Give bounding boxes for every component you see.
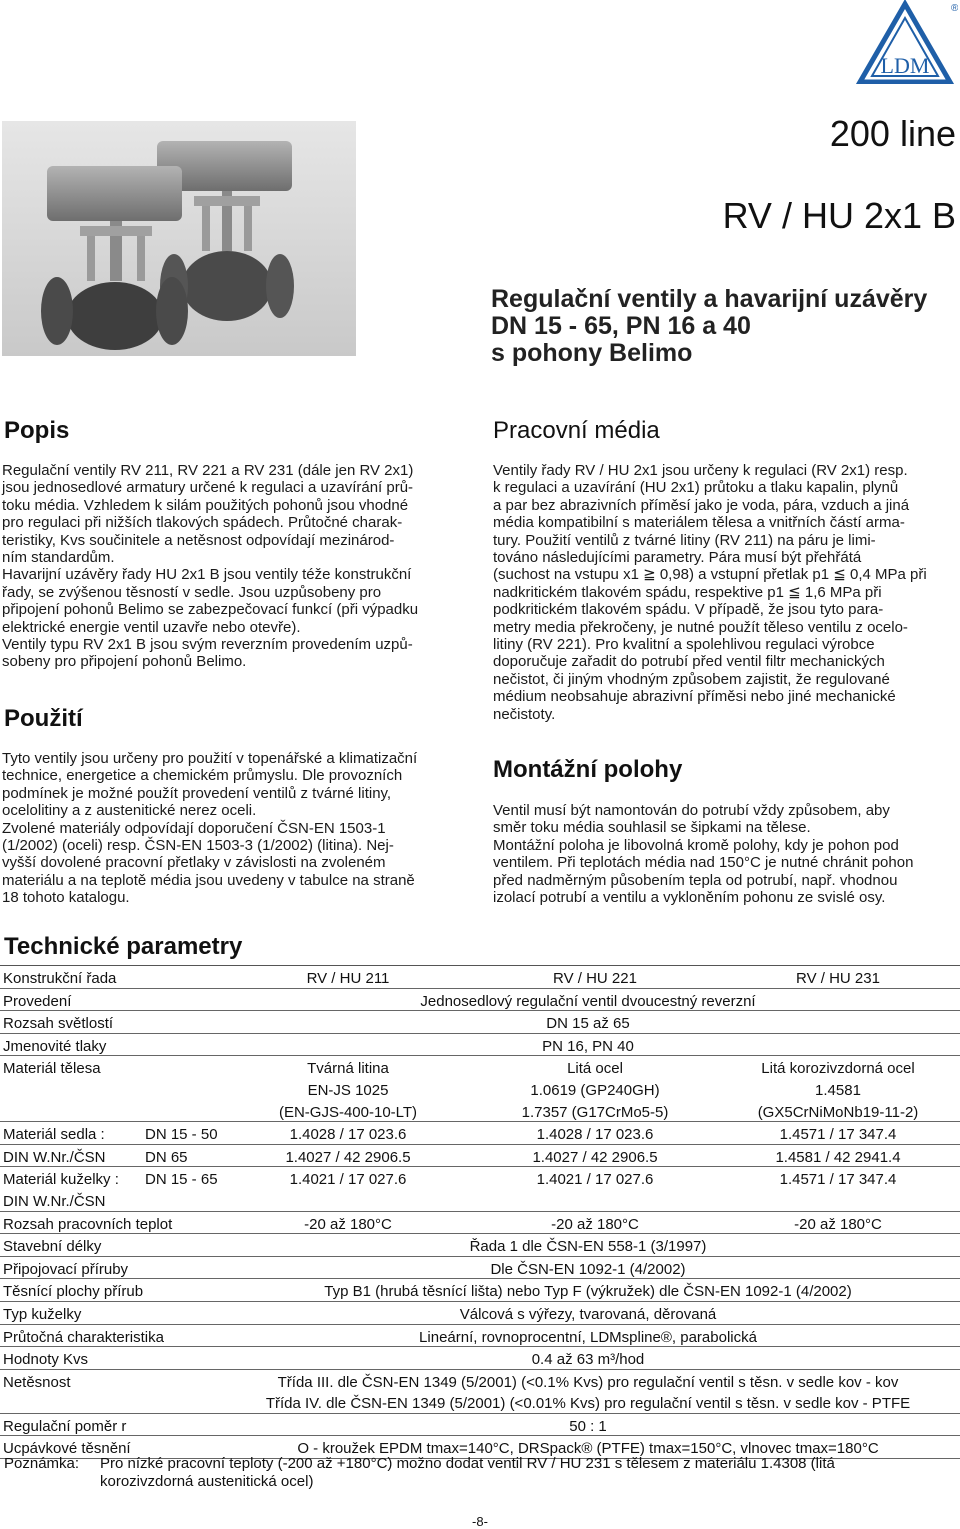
row-label: Konstrukční řada [3,970,117,987]
text-line: litiny (RV 221). Pro kvalitní a spolehlivou regulaci výrobce [493,636,875,654]
row-value-c3: 1.4571 / 17 347.4 [779,1126,897,1144]
text-line: doporučuje zařadit do potrubí před ventil filtr mechanických [493,653,885,671]
row-label: Hodnoty Kvs [3,1351,89,1369]
text-line: média kompatibilní s materiálem tělesa a vnitřních částí arma- [493,514,905,532]
row-value: Typ B1 (hrubá těsnící lišta) nebo Typ F (výkružek) dle ČSN-EN 1092-1 (4/2002) [324,1283,852,1301]
row-value-c3: RV / HU 231 [796,970,880,987]
text-line: ventilem. Při teplotách média nad 150°C je nutné chránit pohon [493,854,914,872]
table-row [0,1212,960,1235]
row-value: Válcová s výřezy, tvarovaná, děrovaná [459,1305,717,1323]
heading-popis: Popis [4,417,70,444]
table-row [0,1167,960,1211]
table-row [0,1302,960,1325]
subtitle-line: Regulační ventily a havarijní uzávěry [491,285,928,313]
product-model: RV / HU 2x1 B [722,195,956,236]
text-line: ocelolitiny a z austenitické nerez oceli. [2,802,257,820]
table-row [0,1279,960,1302]
table-row [0,1257,960,1280]
row-label: Těsnící plochy přírub [3,1283,144,1301]
ldm-logo-graphic [852,0,958,84]
row-dn: DN 65 [145,1148,188,1166]
pouziti-text [2,750,468,907]
text-line: k regulaci a uzavírání (HU 2x1) průtoku a tlaku kapalin, plynů [493,479,899,497]
text-line: nadkritickém tlakovém spádu, respektive p1 ≦ 1,6 MPa při [493,583,882,601]
heading-montazni-polohy: Montážní polohy [493,756,683,783]
table-row [0,989,960,1012]
row-value: Třída III. dle ČSN-EN 1349 (5/2001) (<0.1% Kvs) pro regulační ventil s těsn. v sedle kov - kov Třída IV. dle ČSN-EN 1349 (5/2001) (<0.01% Kvs) pro regulační ventil s těsn. v sedle kov - PTFE [265,1373,911,1413]
popis-text [2,462,468,671]
row-label: Rozsah světlostí [3,1015,114,1033]
row-value-c2: -20 až 180°C [551,1215,639,1233]
heading-pouziti: Použití [4,705,83,732]
text-line: Ventil musí být namontován do potrubí vždy způsobem, aby [493,802,890,819]
logo-registered: ® [951,3,958,14]
table-row [0,1414,960,1437]
text-line: teristiky, Kvs součinitele a netěsnost odpovídají mezinárod- [2,531,395,549]
row-value: O - kroužek EPDM tmax=140°C, DRSpack® (PTFE) tmax=150°C, vlnovec tmax=180°C [297,1440,879,1458]
table-row [0,1011,960,1034]
row-value-c2: 1.4021 / 17 027.6 [536,1171,654,1189]
text-line: Tyto ventily jsou určeny pro použití v topenářské a klimatizační [2,750,418,767]
row-label: Regulační poměr r [3,1417,127,1435]
text-line: vyšší dovolené pracovní přetlaky v závislosti na zvoleném [2,854,386,872]
row-label: Průtočná charakteristika [3,1328,164,1346]
text-line: ním standardům. [2,549,115,567]
table-row [0,1370,960,1414]
row-label: Provedení [3,992,72,1010]
table-row [0,1234,960,1257]
row-label: Materiál sedla : [3,1126,105,1144]
product-subtitle [491,286,927,367]
row-label: Typ kuželky [3,1305,82,1323]
row-value: 0.4 až 63 m³/hod [531,1351,645,1369]
row-value-c1: RV / HU 211 [306,970,390,987]
row-value-c3: 1.4571 / 17 347.4 [779,1171,897,1189]
subtitle-line: s pohony Belimo [491,339,693,367]
row-dn: DN 15 - 65 [145,1171,218,1189]
heading-technicke-parametry: Technické parametry [4,933,243,960]
text-line: (1/2002) (oceli) resp. ČSN-EN 1503-3 (1/2002) (litina). Nej- [2,837,394,855]
table-row [0,966,960,989]
note-line: korozivzdorná austenitická ocel) [100,1473,314,1490]
row-value-c2: 1.4028 / 17 023.6 [536,1126,654,1144]
text-line: (suchost na vstupu x1 ≧ 0,98) a vstupní přetlak p1 ≦ 0,4 MPa při [493,566,927,584]
text-line: metry media překročeny, je nutné použít těleso ventilu z ocelo- [493,618,908,636]
pracovni-media-text [493,462,957,723]
text-line: Ventily typu RV 2x1 B jsou svým reverzním provedením uzpů- [2,636,413,654]
table-row [0,1034,960,1057]
text-line: nečistot, či jiným vhodným způsobem zajistit, že regulované [493,670,890,688]
note-label: Poznámka: [4,1455,80,1472]
row-value-c1: 1.4028 / 17 023.6 [289,1126,407,1144]
text-line: médium neobsahuje abrazivní příměsi nebo jiné mechanické [493,688,896,706]
text-line: pro regulaci při nižších tlakových spádech. Průtočné charak- [2,514,403,532]
text-line: toku média. Vzhledem k silám použitých pohonů jsou vhodné [2,496,409,514]
row-value: Dle ČSN-EN 1092-1 (4/2002) [490,1260,686,1278]
text-line: nečistoty. [493,705,556,723]
text-line: připojení pohonů Belimo se zabezpečovací funkcí (při výpadku [2,601,419,619]
row-value-c3: Litá korozivzdorná ocel 1.4581 (GX5CrNiMoNb19-11-2) [757,1060,919,1121]
row-label: DIN W.Nr./ČSN [3,1148,106,1166]
text-line: Regulační ventily RV 211, RV 221 a RV 231 (dále jen RV 2x1) [2,462,414,479]
row-label: Rozsah pracovních teplot [3,1215,173,1233]
product-series: 200 line [829,113,956,154]
row-label: Ucpávkové těsnění [3,1440,131,1458]
row-label: Netěsnost [3,1373,71,1391]
text-line: technice, energetice a chemickém průmyslu. Dle provozních [2,767,403,785]
text-line: Montážní poloha je libovolná kromě polohy, kdy je pohon pod [493,836,899,854]
row-dn: DN 15 - 50 [145,1126,218,1144]
technical-parameters-table [0,965,960,1459]
ldm-logo [852,0,958,84]
text-line: Zvolené materiály odpovídají doporučení ČSN-EN 1503-1 [2,819,386,837]
text-line: jsou jednosedlové armatury určené k regulaci a uzavírání prů- [2,479,414,497]
text-line: materiálu a na teplotě média jsou uvedeny v tabulce na straně [2,871,415,889]
subtitle-line: DN 15 - 65, PN 16 a 40 [491,312,751,340]
row-value: DN 15 až 65 [546,1015,630,1033]
table-row [0,1056,960,1122]
text-line: 18 tohoto katalogu. [2,889,130,907]
row-value-c2: 1.4027 / 42 2906.5 [532,1148,658,1166]
row-value: Lineární, rovnoprocentní, LDMspline®, parabolická [419,1328,757,1346]
table-row [0,1325,960,1348]
row-value-c1: -20 až 180°C [304,1215,392,1233]
table-row [0,1122,960,1145]
logo-text: LDM [880,53,930,78]
text-line: továno následujícími parametry. Pára musí být přehřátá [493,549,862,567]
text-line: tury. Použití ventilů z tvárné litiny (RV 211) na páru je limi- [493,531,876,549]
text-line: Ventily řady RV / HU 2x1 jsou určeny k regulaci (RV 2x1) resp. [493,462,908,479]
row-value: Jednosedlový regulační ventil dvoucestný reverzní [420,992,756,1010]
row-label: Materiál kuželky : DIN W.Nr./ČSN [3,1171,119,1210]
text-line: a par bez abrazivních příměsí jako je voda, pára, vzduch a jiná [493,496,910,514]
montazni-polohy-text [493,802,957,906]
table-row [0,1347,960,1370]
row-value: 50 : 1 [569,1417,607,1435]
text-line: Havarijní uzávěry řady HU 2x1 B jsou ventily téže konstrukční [2,566,412,584]
row-value: PN 16, PN 40 [542,1037,634,1055]
text-line: směr toku média souhlasil se šipkami na tělese. [493,819,811,837]
row-value-c2: Litá ocel 1.0619 (GP240GH) 1.7357 (G17CrMo5-5) [521,1060,669,1121]
row-label: Stavební délky [3,1238,102,1256]
row-label: Připojovací příruby [3,1260,129,1278]
text-line: podkritickém tlakovém spádu. V případě, že jsou tyto para- [493,601,884,619]
text-line: před nadměrným působením tepla od potrubí, např. vhodnou [493,871,898,889]
heading-pracovni-media: Pracovní média [493,417,660,444]
page-number: -8- [472,1514,488,1529]
valves-illustration [2,121,356,356]
product-photo [2,121,356,356]
row-value-c2: RV / HU 221 [553,970,637,987]
text-line: izolací potrubí a ventilu a vykloněním pohonu ze svislé osy. [493,889,886,907]
text-line: elektrické energie ventil uzavře nebo otevře). [2,618,301,636]
note-line: Pro nízké pracovní teploty (-200 až +180°C) možno dodat ventil RV / HU 231 s tělesem z materiálu 1.4308 (litá [100,1455,835,1472]
table-row [0,1145,960,1168]
row-value-c1: 1.4027 / 42 2906.5 [285,1148,411,1166]
text-line: podmínek je možné použít provedení ventilů z tvárné litiny, [2,784,392,802]
text-line: sobeny pro připojení pohonů Belimo. [2,653,247,671]
note-text [100,1455,956,1491]
row-value-c1: Tvárná litina EN-JS 1025 (EN-GJS-400-10-LT) [278,1060,418,1121]
row-label: Jmenovité tlaky [3,1037,107,1055]
text-line: řady, se zvýšenou těsností v sedle. Jsou uzpůsobeny pro [2,583,382,601]
row-value: Řada 1 dle ČSN-EN 558-1 (3/1997) [469,1238,707,1256]
row-value-c3: -20 až 180°C [794,1215,882,1233]
row-value-c1: 1.4021 / 17 027.6 [289,1171,407,1189]
row-value-c3: 1.4581 / 42 2941.4 [775,1148,901,1166]
row-label: Materiál tělesa [3,1060,101,1078]
